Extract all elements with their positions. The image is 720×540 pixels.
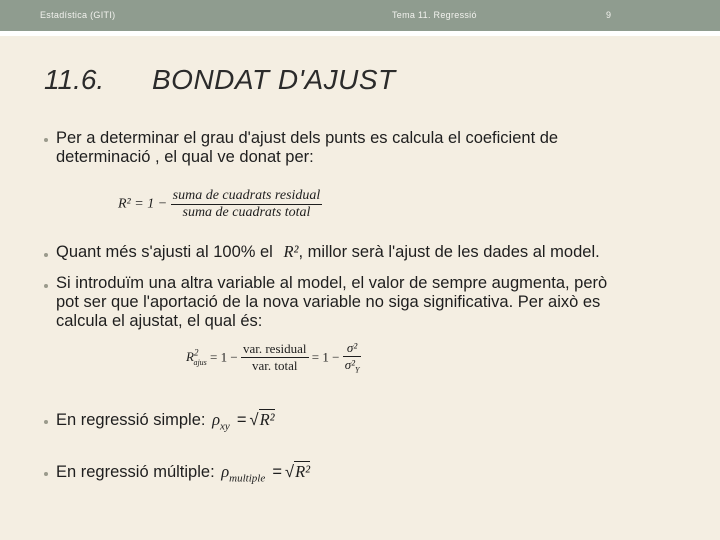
bullet-2 — [56, 242, 600, 262]
bullet-2-r2: R² — [283, 242, 299, 261]
bullet-3-line-3: calcula el ajustat, el qual és: — [56, 312, 263, 330]
rho-xy-equals: = — [236, 411, 247, 429]
formula-adj-lhs-sub: ajus — [193, 357, 207, 367]
formula-adj-lhs-sup: 2 — [193, 347, 199, 358]
bullet-1-dot — [44, 138, 48, 142]
bullet-3-dot — [44, 284, 48, 288]
header-course: Estadística (GITI) — [40, 10, 116, 20]
page-number: 9 — [606, 10, 612, 20]
rho-xy-subscript: xy — [220, 420, 230, 433]
formula-r2-lhs: R² = 1 − — [118, 196, 168, 212]
formula-r2-numerator: suma de cuadrats residual — [172, 188, 321, 203]
page-title: BONDAT D'AJUST — [152, 64, 396, 95]
formula-adj-num2: σ² — [343, 340, 362, 357]
header-bar — [0, 0, 720, 31]
rho-multiple-equals: = — [272, 463, 282, 481]
formula-adj-den2-sub: Y — [355, 365, 360, 375]
formula-adj-eq1: = 1 − — [210, 349, 238, 365]
bullet-4-text: En regressió simple: — [56, 411, 206, 429]
rho-multiple-symbol: ρ — [221, 462, 230, 481]
rho-multiple-subscript: multiple — [229, 472, 266, 485]
rho-xy-symbol: ρ — [212, 410, 220, 429]
formula-adj-lhs: R — [186, 349, 194, 365]
bullet-1-line-1: Per a determinar el grau d'ajust dels punts es calcula el coeficient de — [56, 129, 559, 147]
formula-r2 — [118, 188, 322, 221]
header-topic: Tema 11. Regressió — [392, 10, 477, 20]
bullet-5-text: En regressió múltiple: — [56, 463, 215, 481]
formula-r2-denominator: suma de cuadrats total — [182, 205, 311, 220]
formula-r2-adjusted — [186, 340, 361, 375]
bullet-4 — [56, 410, 275, 436]
bullet-2-pre: Quant més s'ajusti al 100% el — [56, 243, 273, 261]
section-number: 11.6. — [44, 64, 105, 95]
sqrt-arg-1: R² — [259, 410, 275, 429]
bullet-2-post: , millor serà l'ajust de les dades al model. — [298, 243, 600, 261]
bullet-4-dot — [44, 420, 48, 424]
header-divider — [0, 31, 720, 36]
formula-adj-den2: σ² — [344, 357, 355, 372]
sqrt-symbol-2: √ — [285, 463, 295, 481]
sqrt-arg-2: R² — [295, 462, 311, 481]
bullet-3-line-1: Si introduïm una altra variable al model, el valor de sempre augmenta, però — [56, 274, 608, 292]
formula-adj-num1: var. residual — [242, 340, 307, 356]
bullet-1-line-2: determinació , el qual ve donat per: — [56, 148, 314, 166]
bullet-3-line-2: pot ser que l'aportació de la nova variable no siga significativa. Per això es — [56, 293, 601, 311]
bullet-2-dot — [44, 253, 48, 257]
sqrt-symbol-1: √ — [249, 411, 259, 429]
formula-adj-eq2: = 1 − — [311, 349, 340, 365]
bullet-5-dot — [44, 472, 48, 476]
bullet-5 — [56, 462, 310, 488]
formula-adj-den1: var. total — [251, 357, 298, 373]
